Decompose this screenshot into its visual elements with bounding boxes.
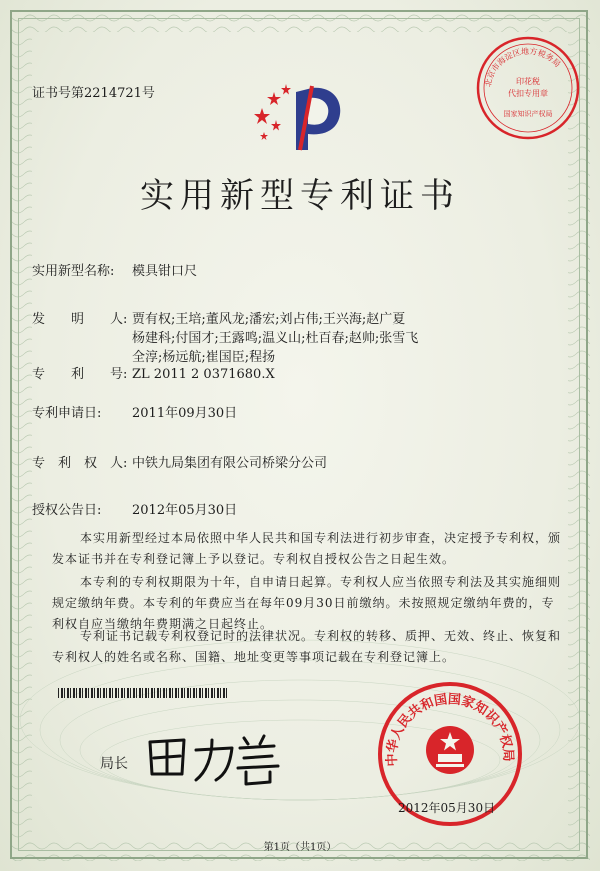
national-emblem-icon	[426, 726, 474, 774]
tax-stamp	[474, 34, 582, 142]
signature-title: 局长	[100, 756, 128, 772]
field-inventors-line1: 贾有权;王培;董风龙;潘宏;刘占伟;王兴海;赵广夏	[132, 312, 406, 327]
stamp-line3: 国家知识产权局	[503, 110, 553, 118]
cnipa-logo-icon	[250, 78, 350, 158]
seal-ring-text: 中华人民共和国国家知识产权局	[384, 692, 516, 767]
field-inventors-line2: 杨建科;付国才;王露鸣;温义山;杜百春;赵帅;张雪飞	[132, 331, 419, 346]
seal-date: 2012年05月30日	[398, 801, 496, 815]
director-signature	[140, 728, 290, 788]
stamp-line2: 代扣专用章	[508, 89, 548, 98]
paragraph-2: 本专利的专利权期限为十年，自申请日起算。专利权人应当依照专利法及其实施细则规定缴纳年费。本专利的年费应当在每年09月30日前缴纳。未按照规定缴纳年费的，专利权自应当缴纳年费期满之日起终止。	[52, 575, 562, 631]
stamp-line1: 印花税	[516, 77, 540, 86]
paragraph-3: 专利证书记载专利权登记时的法律状况。专利权的转移、质押、无效、终止、恢复和专利权人的姓名或名称、国籍、地址变更等事项记载在专利登记簿上。	[52, 629, 562, 664]
certificate-number: 证书号第2214721号	[32, 86, 155, 101]
barcode	[58, 688, 228, 698]
field-owner-value: 中铁九局集团有限公司桥梁分公司	[132, 456, 328, 471]
field-filing-date-value: 2011年09月30日	[132, 406, 238, 421]
paragraph-1: 本实用新型经过本局依照中华人民共和国专利法进行初步审查，决定授予专利权，颁发本证书并在专利登记簿上予以登记。专利权自授权公告之日起生效。	[52, 531, 562, 566]
field-name-value: 模具钳口尺	[132, 264, 198, 279]
field-name-label: 实用新型名称:	[32, 264, 115, 279]
page-footer: 第1页（共1页）	[263, 842, 337, 853]
field-grant-date-value: 2012年05月30日	[132, 503, 238, 518]
certificate-title: 实用新型专利证书	[140, 176, 460, 216]
field-patent-value: ZL 2011 2 0371680.X	[132, 367, 275, 382]
stamp-ring-text: 北京市海淀区地方税务局	[483, 46, 563, 88]
field-filing-date-label: 专利申请日:	[32, 406, 102, 421]
field-patent-label: 专 利 号:	[32, 367, 128, 382]
field-inventors-label: 发 明 人:	[32, 312, 128, 327]
field-grant-date-label: 授权公告日:	[32, 503, 102, 518]
field-inventors-line3: 全淳;杨远航;崔国臣;程扬	[132, 350, 276, 365]
field-owner-label: 专 利 权 人:	[32, 456, 128, 471]
